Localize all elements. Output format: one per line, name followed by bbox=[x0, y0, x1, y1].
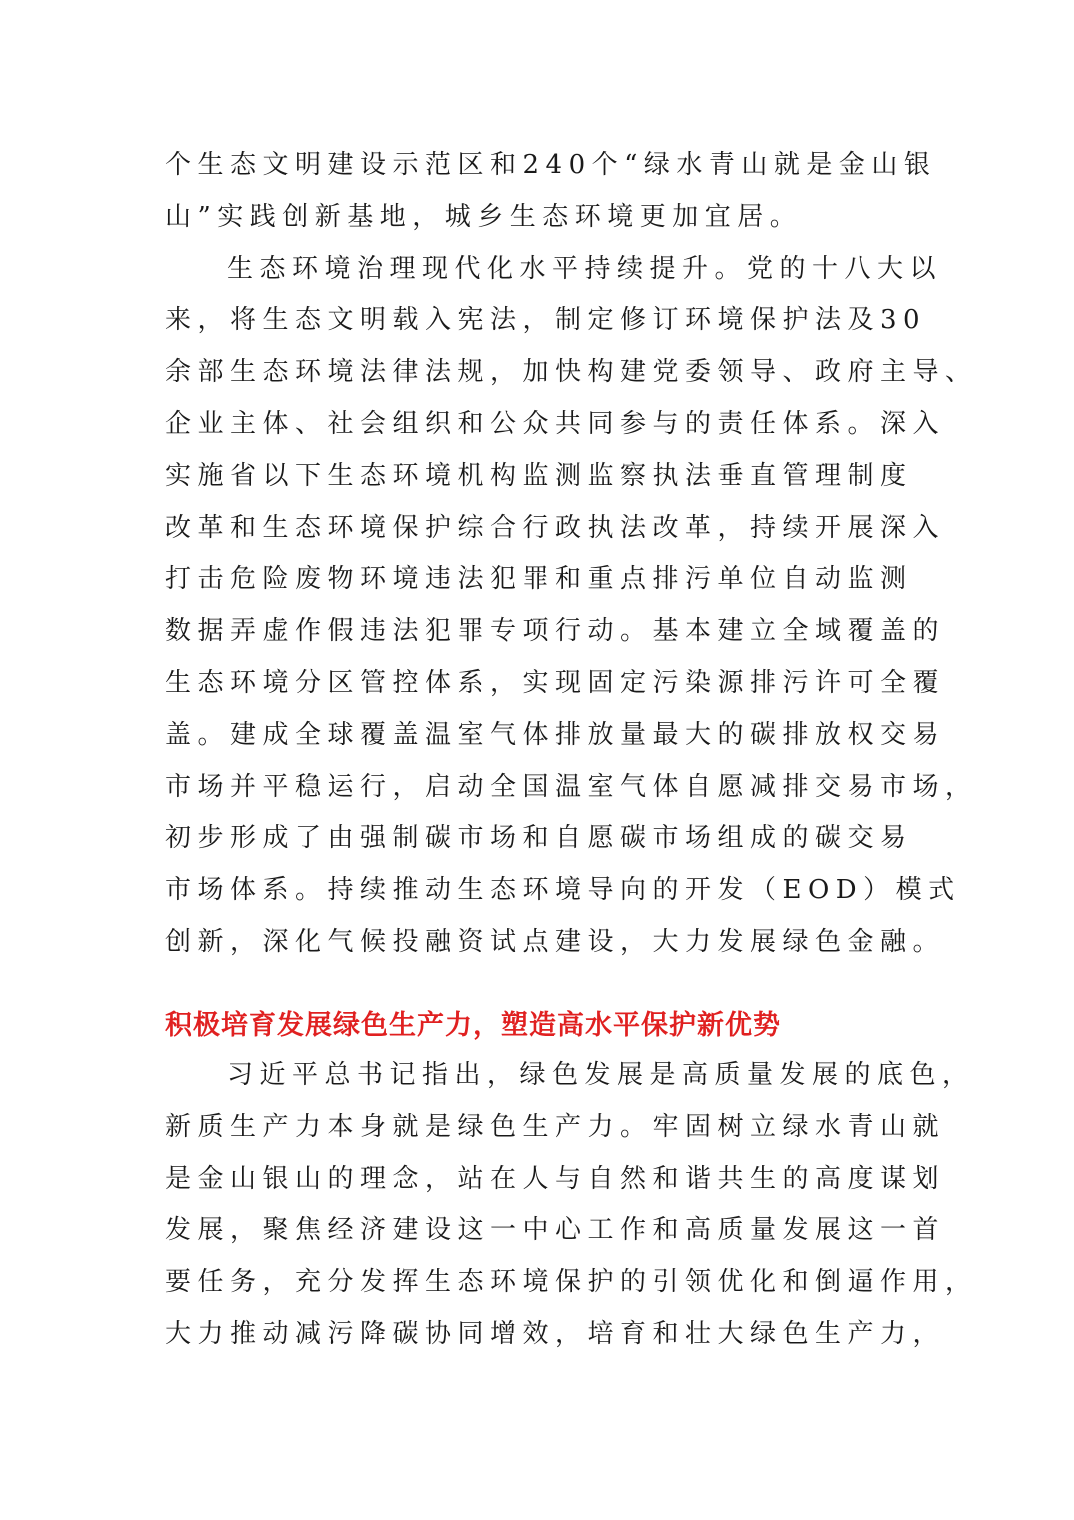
text-line: 打击危险废物环境违法犯罪和重点排污单位自动监测 bbox=[165, 564, 913, 595]
text-line: 大力推动减污降碳协同增效，培育和壮大绿色生产力， bbox=[165, 1318, 946, 1349]
text-line: 创新，深化气候投融资试点建设，大力发展绿色金融。 bbox=[165, 926, 946, 957]
section-heading: 积极培育发展绿色生产力，塑造高水平保护新优势 bbox=[165, 1010, 781, 1041]
text-line: 要任务，充分发挥生态环境保护的引领优化和倒逼作用， bbox=[165, 1267, 978, 1298]
paragraph-start-line: 生态环境治理现代化水平持续提升。党的十八大以 bbox=[227, 253, 943, 284]
text-line: 是金山银山的理念，站在人与自然和谐共生的高度谋划 bbox=[165, 1163, 946, 1194]
text-line: 市场体系。持续推动生态环境导向的开发（EOD）模式 bbox=[165, 875, 961, 906]
text-line: 余部生态环境法律法规，加快构建党委领导、政府主导、 bbox=[165, 357, 978, 388]
text-line: 企业主体、社会组织和公众共同参与的责任体系。深入 bbox=[165, 408, 946, 439]
text-line: 山”实践创新基地，城乡生态环境更加宜居。 bbox=[165, 201, 803, 232]
text-line: 实施省以下生态环境机构监测监察执法垂直管理制度 bbox=[165, 460, 913, 491]
text-line: 个生态文明建设示范区和240个“绿水青山就是金山银 bbox=[165, 150, 937, 180]
body-text-section-1 bbox=[165, 140, 978, 969]
body-text-section-2 bbox=[165, 1050, 978, 1361]
paragraph-start-line: 习近平总书记指出，绿色发展是高质量发展的底色， bbox=[227, 1060, 975, 1090]
text-line: 发展，聚焦经济建设这一中心工作和高质量发展这一首 bbox=[165, 1215, 946, 1246]
text-line: 市场并平稳运行，启动全国温室气体自愿减排交易市场， bbox=[165, 771, 978, 802]
text-line: 初步形成了由强制碳市场和自愿碳市场组成的碳交易 bbox=[165, 823, 913, 854]
text-line: 盖。建成全球覆盖温室气体排放量最大的碳排放权交易 bbox=[165, 719, 946, 750]
text-line: 数据弄虚作假违法犯罪专项行动。基本建立全域覆盖的 bbox=[165, 616, 946, 647]
text-line: 改革和生态环境保护综合行政执法改革，持续开展深入 bbox=[165, 512, 946, 543]
text-line: 生态环境分区管控体系，实现固定污染源排污许可全覆 bbox=[165, 667, 946, 698]
text-line: 新质生产力本身就是绿色生产力。牢固树立绿水青山就 bbox=[165, 1111, 946, 1142]
text-line: 来，将生态文明载入宪法，制定修订环境保护法及30 bbox=[165, 305, 927, 336]
